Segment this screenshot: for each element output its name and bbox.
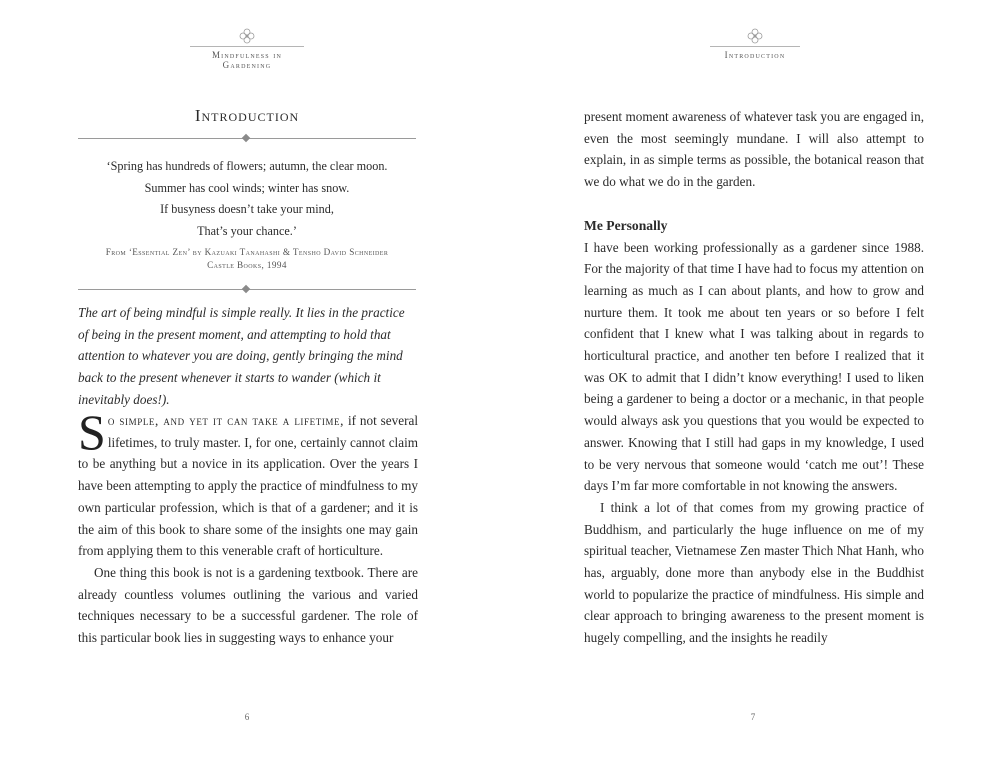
running-head-right: [710, 28, 800, 60]
poem-line: If busyness doesn’t take your mind,: [160, 202, 334, 216]
epigraph-attribution: [78, 246, 416, 272]
paragraph-text: if not several lifetimes, to truly master. I, for one, certainly cannot claim to be anything but a novice in its application. Over the years I have been attempting to apply the practice of mindfulness to my own particular profession, which is that of a gardener; and it is the aim of this book to share some of the insights one may gain from applying them to this venerable craft of horticulture.: [78, 413, 418, 559]
running-head-rule: [710, 46, 800, 47]
flower-icon: [747, 28, 763, 44]
epigraph-poem: [78, 156, 416, 242]
poem-line: ‘Spring has hundreds of flowers; autumn, the clear moon.: [106, 159, 388, 173]
paragraph: I think a lot of that comes from my growing practice of Buddhism, and particularly the huge influence on me of my spiritual teacher, Vietnamese Zen master Thich Nhat Hanh, who has, arguably, done more than anybody else in the Buddhist world to popularize the practice of mindfulness. His simple and clear approach to bringing awareness to the present moment is hugely compelling, and the insights he readily: [584, 499, 924, 646]
attribution-publisher: Castle Books, 1994: [207, 260, 287, 270]
ornament-rule-bottom: [78, 285, 416, 293]
paragraph: I have been working professionally as a gardener since 1988. For the majority of that time I have had to focus my attention on learning as much as I can about plants, and how to grow and nurture them. It took me about ten years or so before I felt confident that I knew what I was talking about in regards to horticultural practice, and another ten before I realized that it was OK to admit that I didn’t know everything! I used to liken being a gardener to being a doctor or a mechanic, in that people would always ask you questions that you would be expected to answer. Knowing that I still had gaps in my knowledge, I used to be very nervous that someone would ‘catch me out’! These days I’m far more comfortable in not knowing the answers.: [584, 239, 924, 494]
paragraph: present moment awareness of whatever task you are engaged in, even the most seemingly mundane. I will also attempt to explain, in as simple terms as possible, the botanical reason that we do what we do in the garden.: [584, 109, 924, 190]
italic-introduction: The art of being mindful is simple really. It lies in the practice of being in the present moment, and attempting to hold that attention to whatever you are doing, gently bringing the mind back to the present whenever it starts to wander (which it inevitably does!).: [78, 305, 405, 407]
diamond-icon: [242, 285, 250, 293]
paragraph: [78, 404, 418, 562]
page-number: 6: [244, 712, 250, 722]
flower-icon: [239, 28, 255, 44]
lead-in: o simple, and yet it can take a lifetime,: [107, 413, 345, 428]
diamond-icon: [242, 134, 250, 142]
running-head-left: [190, 28, 304, 70]
drop-cap: S: [78, 404, 106, 460]
running-head-text: Introduction: [724, 50, 786, 60]
ornament-rule-top: [78, 134, 416, 142]
chapter-title: Introduction: [194, 106, 300, 125]
body-text-left: [78, 404, 418, 649]
running-head-text: Mindfulness in Gardening: [211, 50, 283, 70]
body-text-right: [584, 106, 924, 649]
poem-line: Summer has cool winds; winter has snow.: [144, 180, 350, 195]
attribution-source: From ‘Essential Zen’ by Kazuaki Tanahashi & Tensho David Schneider: [105, 247, 389, 257]
paragraph: One thing this book is not is a gardening textbook. There are already countless volumes outlining the various and varied techniques necessary to be a successful gardener. The role of this particular book lies in suggesting ways to enhance your: [78, 564, 418, 646]
poem-line: That’s your chance.’: [197, 223, 297, 238]
section-heading: Me Personally: [584, 217, 668, 233]
running-head-rule: [190, 46, 304, 47]
page-number: 7: [750, 712, 756, 722]
right-page: [500, 0, 1000, 769]
